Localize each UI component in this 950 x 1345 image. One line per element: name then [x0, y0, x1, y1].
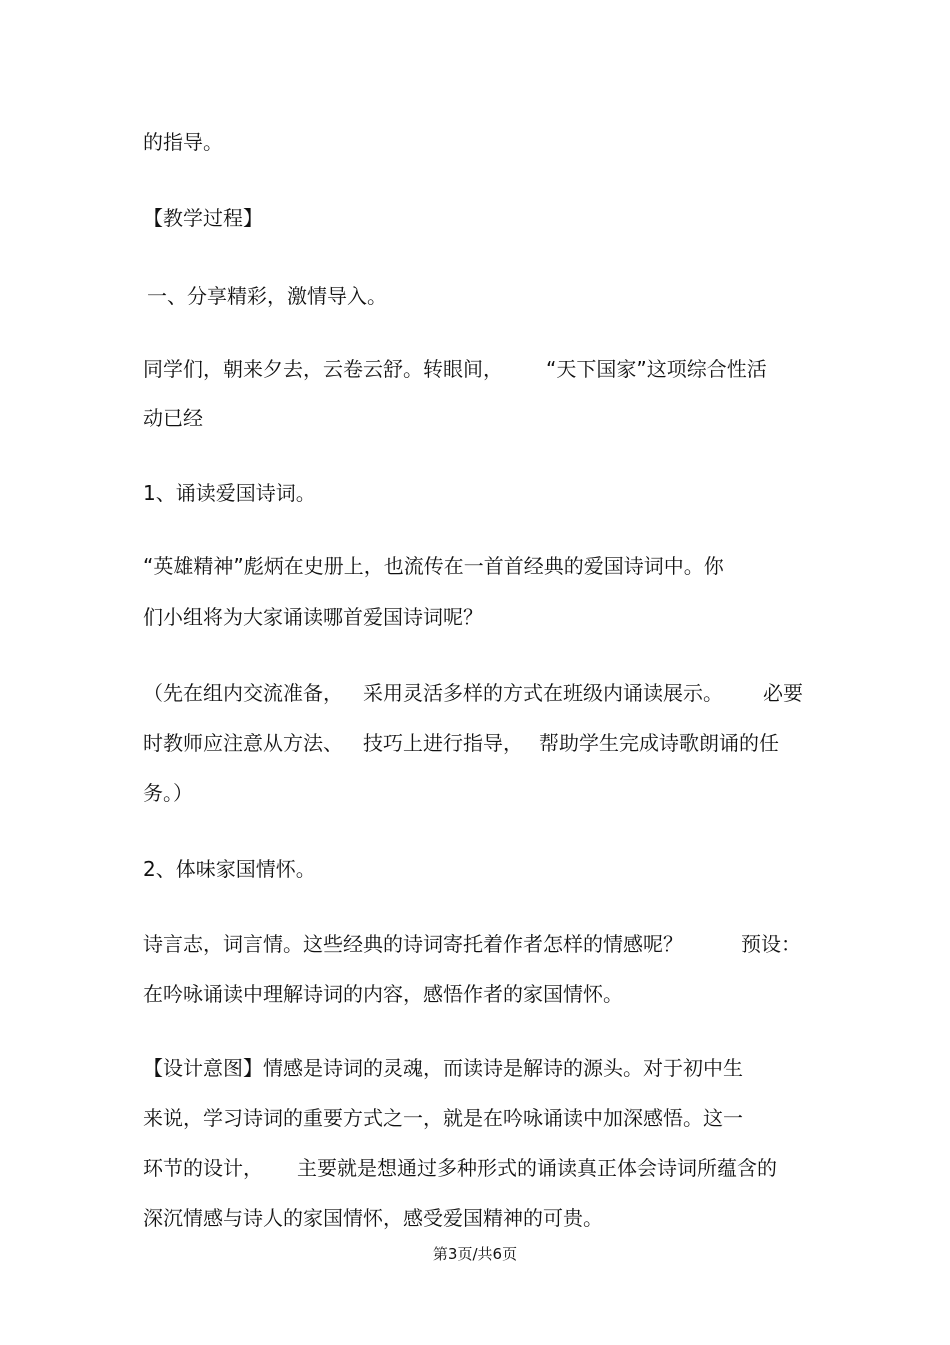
paragraph-line: 预设： — [741, 932, 801, 956]
sub-heading: 1、诵读爱国诗词。 — [143, 481, 316, 505]
paragraph-line: 深沉情感与诗人的家国情怀，感受爱国精神的可贵。 — [143, 1206, 603, 1230]
paragraph-line: 采用灵活多样的方式在班级内诵读展示。 — [363, 681, 723, 705]
paragraph-line: 时教师应注意从方法、 — [143, 731, 343, 755]
paragraph-line: 来说，学习诗词的重要方式之一，就是在吟咏诵读中加深感悟。这一 — [143, 1106, 743, 1130]
paragraph-line: 技巧上进行指导， — [363, 731, 523, 755]
paragraph-line: 的指导。 — [143, 130, 223, 154]
paragraph-line: 同学们，朝来夕去，云卷云舒。转眼间， — [143, 357, 503, 381]
paragraph-line: 主要就是想通过多种形式的诵读真正体会诗词所蕴含的 — [297, 1156, 777, 1180]
paragraph-line: （先在组内交流准备， — [143, 681, 343, 705]
paragraph-line: 在吟咏诵读中理解诗词的内容，感悟作者的家国情怀。 — [143, 982, 623, 1006]
paragraph-line: 环节的设计， — [143, 1156, 263, 1180]
paragraph-line: 诗言志，词言情。这些经典的诗词寄托着作者怎样的情感呢？ — [143, 932, 683, 956]
paragraph-line: 动已经 — [143, 406, 203, 430]
page-number: 第3页/共6页 — [432, 1245, 518, 1263]
paragraph-line: “英雄精神”彪炳在史册上，也流传在一首首经典的爱国诗词中。你 — [143, 554, 724, 578]
sub-heading: 2、体味家国情怀。 — [143, 857, 316, 881]
section-heading: 【教学过程】 — [143, 206, 263, 230]
step-heading: 一、分享精彩，激情导入。 — [147, 284, 387, 308]
paragraph-line: “天下国家”这项综合性活 — [546, 357, 767, 381]
paragraph-line: 们小组将为大家诵读哪首爱国诗词呢？ — [143, 605, 483, 629]
paragraph-line: 必要 — [763, 681, 803, 705]
paragraph-line: 务。） — [143, 781, 193, 805]
paragraph-line: 帮助学生完成诗歌朗诵的任 — [539, 731, 779, 755]
paragraph-line: 【设计意图】情感是诗词的灵魂，而读诗是解诗的源头。对于初中生 — [143, 1056, 743, 1080]
